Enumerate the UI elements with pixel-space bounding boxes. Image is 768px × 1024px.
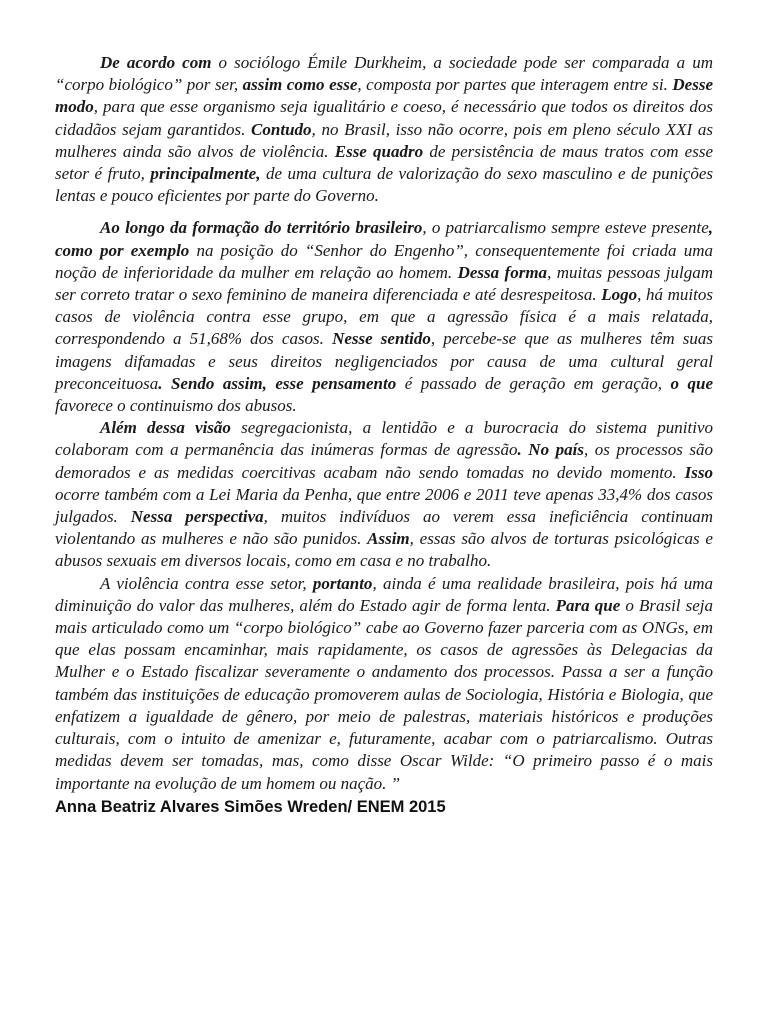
text-run: , essas são alvos de torturas psicológicas e abusos sexuais em diversos locais, como em casa e no trabalho. [55, 529, 713, 571]
connective-bold: portanto [312, 573, 373, 593]
connective-bold: Logo [601, 285, 638, 305]
connective-bold: Nessa perspectiva [130, 507, 264, 527]
text-run: A violência contra esse setor, [100, 573, 313, 593]
connective-bold: , como por exemplo [55, 218, 713, 260]
text-run: , há muitos casos de violência contra esse grupo, em que a agressão física é a mais relatada, correspondendo a 51,68% dos casos. [55, 285, 713, 349]
text-run: , os processos são demorados e as medidas coercitivas acabam não sendo tomadas no devido momento. [55, 440, 713, 482]
text-run: , no Brasil, isso não ocorre, pois em pleno século XXI as mulheres ainda são alvos de violência. [55, 119, 713, 161]
connective-bold: Desse modo [55, 75, 713, 117]
essay-paragraph-3 [55, 417, 713, 572]
text-run: , composta por partes que interagem entre si. [357, 75, 673, 95]
text-run: na posição do “Senhor do Engenho”, consequentemente foi criada uma noção de inferioridade da mulher em relação ao homem. [55, 240, 713, 282]
essay-paragraph-4 [55, 573, 713, 795]
essay-page [55, 52, 713, 818]
text-run: ocorre também com a Lei Maria da Penha, que entre 2006 e 2011 teve apenas 33,4% dos casos julgados. [55, 484, 713, 527]
connective-bold: Para que [555, 595, 621, 615]
text-run: , muitos indivíduos ao verem essa ineficiência continuam violentando as mulheres e não são punidos. [55, 507, 714, 549]
text-run: é passado de geração em geração, [396, 373, 671, 393]
connective-bold: o que [670, 373, 713, 393]
text-run: , ainda é uma realidade brasileira, pois há uma diminuição do valor das mulheres, além do Estado agir de forma lenta. [55, 573, 713, 615]
connective-bold: . Sendo assim, esse pensamento [158, 373, 397, 393]
connective-bold: . No país [517, 440, 584, 460]
author-signature: Anna Beatriz Alvares Simões Wreden/ ENEM 2015 [55, 797, 446, 816]
essay-paragraph-2 [55, 217, 713, 417]
connective-bold: Assim [367, 529, 410, 549]
connective-bold: Nesse sentido [332, 329, 431, 349]
connective-bold: Contudo [251, 119, 312, 139]
connective-bold: Isso [684, 462, 713, 482]
connective-bold: principalmente, [150, 164, 261, 184]
essay-paragraph-1 [55, 52, 713, 207]
text-run: , o patriarcalismo sempre esteve presente [422, 218, 709, 238]
text-run: , muitas pessoas julgam ser correto tratar o sexo feminino de maneira diferenciada e até desrespeitosa. [55, 262, 713, 305]
text-run: , percebe-se que as mulheres têm suas imagens difamadas e seus direitos negligenciados por causa de uma cultural geral preconceituosa [55, 329, 714, 393]
text-run: , para que esse organismo seja igualitário e coeso, é necessário que todos os direitos dos cidadãos sejam garantidos. [55, 97, 713, 139]
text-run: segregacionista, a lentidão e a burocracia do sistema punitivo colaboram com a permanência das inúmeras formas de agressão [55, 418, 713, 460]
text-run: o sociólogo Émile Durkheim, a sociedade pode ser comparada a um “corpo biológico” por ser, [55, 53, 713, 95]
connective-bold: Esse quadro [334, 141, 424, 161]
connective-bold: assim como esse [242, 75, 358, 95]
text-run: de persistência de maus tratos com esse setor é fruto, [55, 141, 713, 184]
text-run: o Brasil seja mais articulado como um “corpo biológico” cabe ao Governo fazer parceria com as ONGs, em que elas possam encaminhar, mais rapidamente, os casos de agressões às Delegacias da Mulher e o Estado fiscalizar severamente o andamento dos processos. Passa a ser a função também das instituições de educação promoverem aulas de Sociologia, História e Biologia, que enfatizem a igualdade de gênero, por meio de palestras, materiais históricos e produções culturais, com o intuito de amenizar e, futuramente, acabar com o patriarcalismo. Outras medidas devem ser tomadas, mas, como disse Oscar Wilde: “O primeiro passo é o mais importante na evolução de um homem ou nação. ” [55, 595, 713, 793]
connective-bold: Dessa forma [457, 262, 548, 282]
connective-bold: Ao longo da formação do território brasileiro [100, 218, 423, 238]
connective-bold: De acordo com [100, 53, 212, 72]
text-run: de uma cultura de valorização do sexo masculino e de punições lentas e pouco eficientes por parte do Governo. [55, 164, 714, 206]
text-run: favorece o continuismo dos abusos. [55, 396, 297, 416]
connective-bold: Além dessa visão [100, 418, 231, 438]
